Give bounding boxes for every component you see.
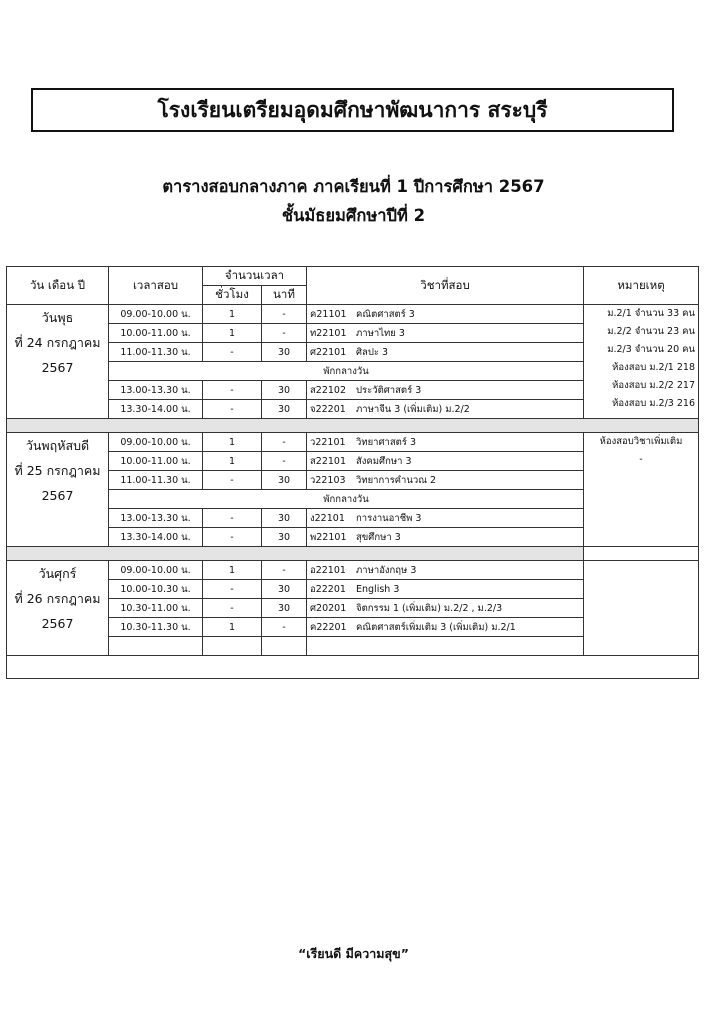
minutes-cell: - (262, 433, 307, 452)
minutes-cell: - (262, 452, 307, 471)
minutes-cell: - (262, 305, 307, 324)
subject-cell: ศ22101 ศิลปะ 3 (307, 343, 584, 362)
hours-cell: - (203, 528, 262, 547)
subject-cell: ท22101 ภาษาไทย 3 (307, 324, 584, 343)
subject-cell: ส22102 ประวัติศาสตร์ 3 (307, 381, 584, 400)
header-note: หมายเหตุ (584, 267, 699, 305)
note-cell (584, 561, 699, 656)
hours-cell: 1 (203, 452, 262, 471)
subject-cell: พ22101 สุขศึกษา 3 (307, 528, 584, 547)
empty-row (7, 656, 699, 679)
day-cell: วันพฤหัสบดี ที่ 25 กรกฎาคม 2567 (7, 433, 109, 547)
header-row (7, 267, 699, 286)
minutes-cell: 30 (262, 528, 307, 547)
hours-cell: - (203, 580, 262, 599)
hours-cell: 1 (203, 324, 262, 343)
time-cell: 13.00-13.30 น. (109, 509, 203, 528)
separator-row (7, 547, 699, 561)
hours-cell: - (203, 381, 262, 400)
time-cell: 10.30-11.30 น. (109, 618, 203, 637)
school-name-box (31, 88, 674, 132)
time-cell: 09.00-10.00 น. (109, 561, 203, 580)
time-cell: 13.30-14.00 น. (109, 400, 203, 419)
subject-cell: อ22101 ภาษาอังกฤษ 3 (307, 561, 584, 580)
subject-cell: ค21101 คณิตศาสตร์ 3 (307, 305, 584, 324)
hours-cell: - (203, 471, 262, 490)
header-date: วัน เดือน ปี (7, 267, 109, 305)
header-time: เวลาสอบ (109, 267, 203, 305)
table-row (7, 433, 699, 452)
time-cell: 10.00-10.30 น. (109, 580, 203, 599)
school-motto: “เรียนดี มีความสุข” (298, 946, 409, 961)
hours-cell: - (203, 599, 262, 618)
subject-cell: ง22101 การงานอาชีพ 3 (307, 509, 584, 528)
hours-cell: 1 (203, 433, 262, 452)
separator-row (7, 419, 699, 433)
header-subject: วิชาที่สอบ (307, 267, 584, 305)
minutes-cell: 30 (262, 343, 307, 362)
subject-cell: ค22201 คณิตศาสตร์เพิ่มเติม 3 (เพิ่มเติม) ม.2/1 (307, 618, 584, 637)
minutes-cell: 30 (262, 599, 307, 618)
note-cell: ห้องสอบวิชาเพิ่มเติม - (584, 433, 699, 547)
day-cell: วันพุธ ที่ 24 กรกฎาคม 2567 (7, 305, 109, 419)
minutes-cell: 30 (262, 509, 307, 528)
minutes-cell: 30 (262, 471, 307, 490)
minutes-cell: 30 (262, 381, 307, 400)
header-minutes: นาที (262, 286, 307, 305)
grade-title: ชั้นมัธยมศึกษาปีที่ 2 (281, 206, 426, 225)
hours-cell: - (203, 343, 262, 362)
time-cell: 13.00-13.30 น. (109, 381, 203, 400)
note-cell: ม.2/1 จำนวน 33 คน ม.2/2 จำนวน 23 คน ม.2/3 จำนวน 20 คน ห้องสอบ ม.2/1 218 ห้องสอบ ม.2/2 217 ห้องสอบ ม.2/3 216 (584, 305, 699, 419)
subject-cell: ศ20201 จิตกรรม 1 (เพิ่มเติม) ม.2/2 , ม.2/3 (307, 599, 584, 618)
hours-cell: 1 (203, 618, 262, 637)
header-duration: จำนวนเวลา (203, 267, 307, 286)
subject-cell: ว22103 วิทยาการคำนวณ 2 (307, 471, 584, 490)
hours-cell: - (203, 509, 262, 528)
minutes-cell: 30 (262, 580, 307, 599)
exam-schedule-table (6, 266, 699, 679)
time-cell: 10.00-11.00 น. (109, 452, 203, 471)
minutes-cell: - (262, 324, 307, 343)
time-cell: 11.00-11.30 น. (109, 471, 203, 490)
minutes-cell: 30 (262, 400, 307, 419)
minutes-cell: - (262, 618, 307, 637)
hours-cell: 1 (203, 305, 262, 324)
time-cell: 09.00-10.00 น. (109, 433, 203, 452)
table-row (7, 561, 699, 580)
time-cell: 10.30-11.00 น. (109, 599, 203, 618)
subject-cell: ว22101 วิทยาศาสตร์ 3 (307, 433, 584, 452)
exam-title: ตารางสอบกลางภาค ภาคเรียนที่ 1 ปีการศึกษา 2567 (162, 177, 545, 196)
subject-cell: จ22201 ภาษาจีน 3 (เพิ่มเติม) ม.2/2 (307, 400, 584, 419)
lunch-break: พักกลางวัน (109, 362, 584, 381)
lunch-break: พักกลางวัน (109, 490, 584, 509)
subject-cell: ส22101 สังคมศึกษา 3 (307, 452, 584, 471)
school-name: โรงเรียนเตรียมอุดมศึกษาพัฒนาการ สระบุรี (157, 97, 548, 122)
table-row (7, 305, 699, 324)
time-cell: 11.00-11.30 น. (109, 343, 203, 362)
time-cell: 10.00-11.00 น. (109, 324, 203, 343)
hours-cell: - (203, 400, 262, 419)
time-cell: 09.00-10.00 น. (109, 305, 203, 324)
hours-cell: 1 (203, 561, 262, 580)
header-hours: ชั่วโมง (203, 286, 262, 305)
day-cell: วันศุกร์ ที่ 26 กรกฎาคม 2567 (7, 561, 109, 656)
time-cell: 13.30-14.00 น. (109, 528, 203, 547)
subject-cell: อ22201 English 3 (307, 580, 584, 599)
minutes-cell: - (262, 561, 307, 580)
